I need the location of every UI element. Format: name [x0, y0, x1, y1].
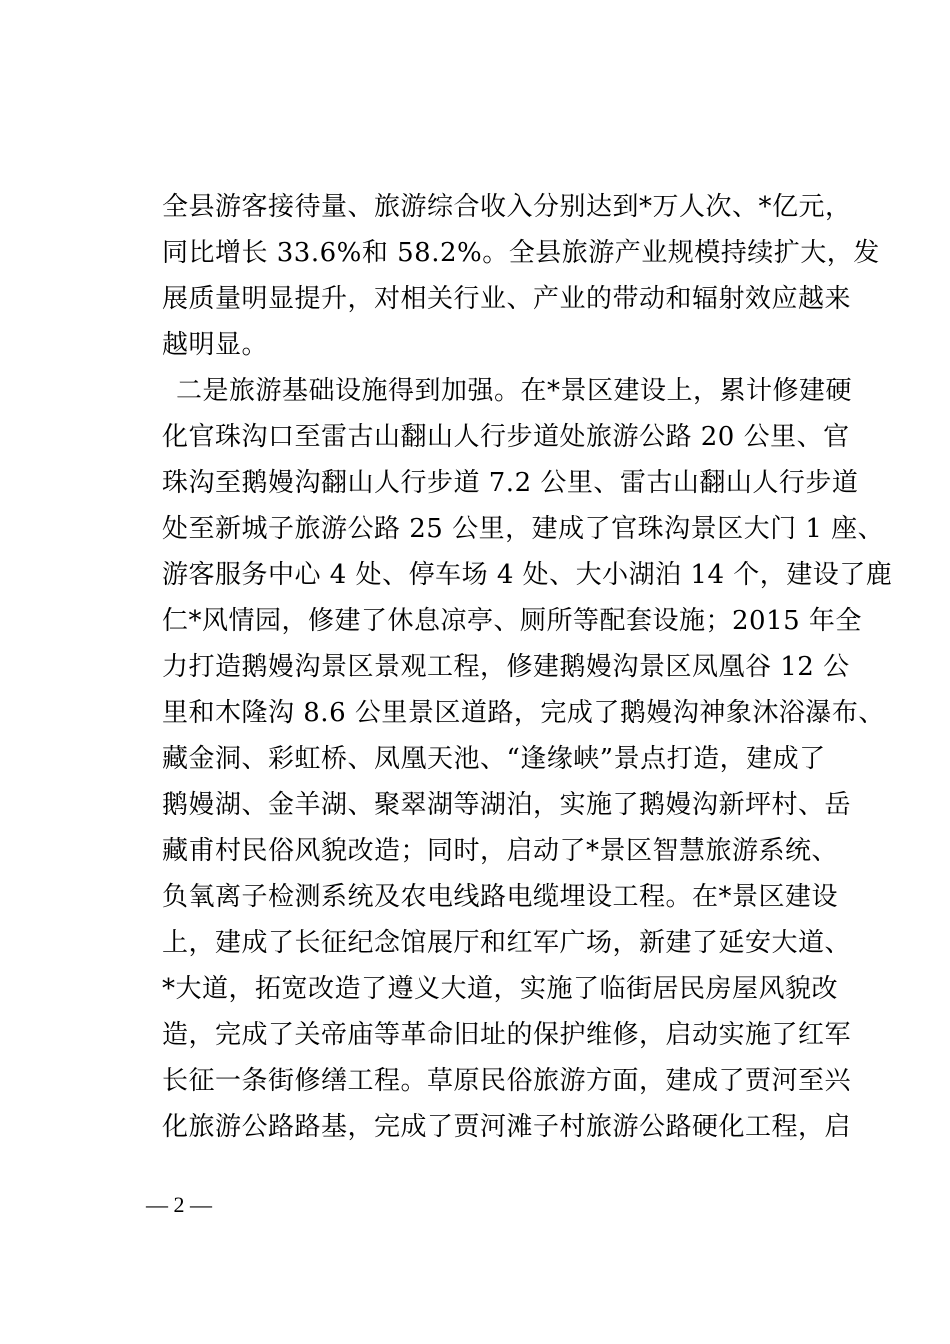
text-line: 藏金洞、彩虹桥、凤凰天池、“逢缘峡”景点打造，建成了	[162, 744, 826, 774]
text-line: 里和木隆沟 8.6 公里景区道路，完成了鹅嫚沟神象沐浴瀑布、	[162, 698, 885, 728]
text-line: 仁*风情园，修建了休息凉亭、厕所等配套设施；2015 年全	[162, 606, 862, 636]
text-line: *大道，拓宽改造了遵义大道，实施了临街居民房屋风貌改	[162, 974, 839, 1004]
text-line: 珠沟至鹅嫚沟翻山人行步道 7.2 公里、雷古山翻山人行步道	[162, 468, 859, 498]
text-line: 长征一条街修缮工程。草原民俗旅游方面，建成了贾河至兴	[162, 1066, 852, 1096]
text-line: 化旅游公路路基，完成了贾河滩子村旅游公路硬化工程，启	[162, 1112, 852, 1142]
text-line: 负氧离子检测系统及农电线路电缆埋设工程。在*景区建设	[162, 882, 839, 912]
text-line: 同比增长 33.6%和 58.2%。全县旅游产业规模持续扩大，发	[162, 238, 880, 268]
text-line: 处至新城子旅游公路 25 公里，建成了官珠沟景区大门 1 座、	[162, 514, 885, 544]
paragraph-start-line: 二是旅游基础设施得到加强。在*景区建设上，累计修建硬	[176, 376, 853, 406]
text-line: 展质量明显提升，对相关行业、产业的带动和辐射效应越来	[162, 284, 852, 314]
text-line: 藏甫村民俗风貌改造；同时，启动了*景区智慧旅游系统、	[162, 836, 839, 866]
page-number: — 2 —	[146, 1192, 212, 1217]
text-line: 上，建成了长征纪念馆展厅和红军广场，新建了延安大道、	[162, 928, 852, 958]
text-line: 鹅嫚湖、金羊湖、聚翠湖等湖泊，实施了鹅嫚沟新坪村、岳	[162, 790, 852, 820]
text-line: 造，完成了关帝庙等革命旧址的保护维修，启动实施了红军	[162, 1020, 852, 1050]
body-text	[162, 184, 893, 1150]
text-line: 力打造鹅嫚沟景区景观工程，修建鹅嫚沟景区凤凰谷 12 公	[162, 652, 850, 682]
text-line: 化官珠沟口至雷古山翻山人行步道处旅游公路 20 公里、官	[162, 422, 850, 452]
text-line: 游客服务中心 4 处、停车场 4 处、大小湖泊 14 个，建设了鹿	[162, 560, 893, 590]
text-line: 越明显。	[162, 330, 269, 360]
text-line: 全县游客接待量、旅游综合收入分别达到*万人次、*亿元，	[162, 192, 852, 222]
